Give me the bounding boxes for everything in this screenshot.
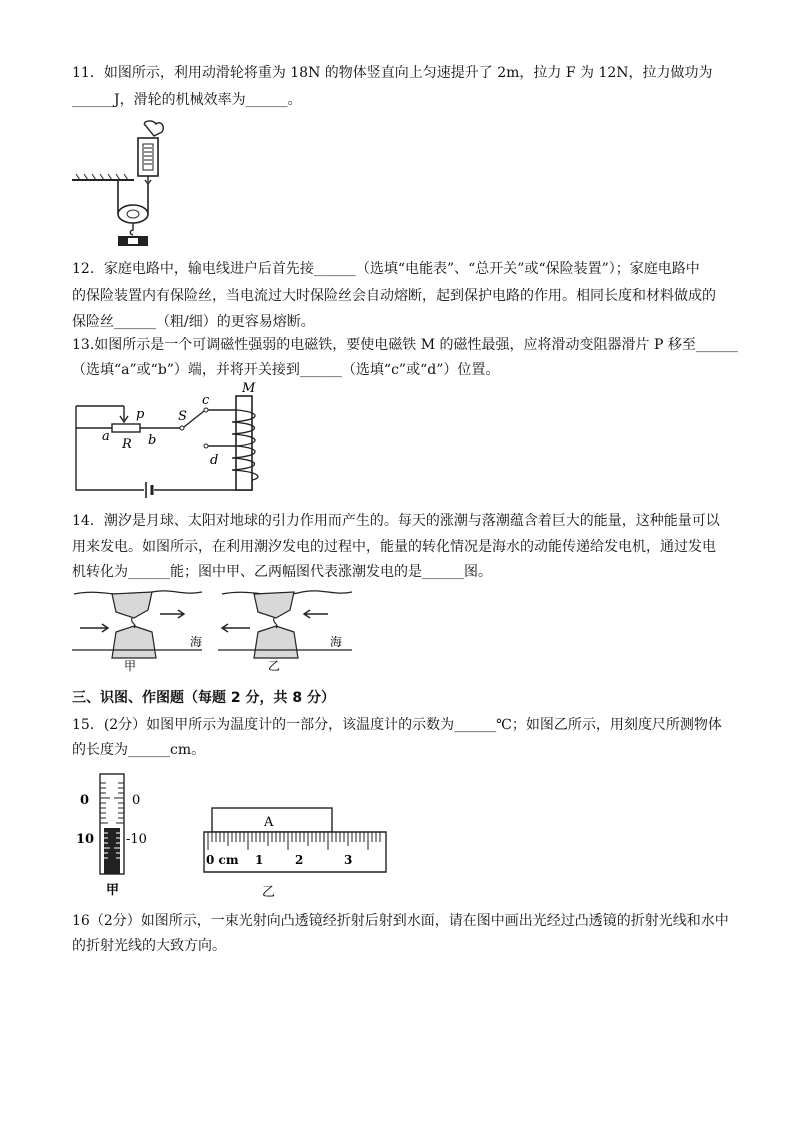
q13-text-line1: 13.如图所示是一个可调磁性强弱的电磁铁，要使电磁铁 M 的磁性最强，应将滑动变阻器滑片 P 移至______ xyxy=(72,337,738,353)
pulley xyxy=(118,205,148,223)
q14-text-line2: 用来发电。如图所示，在利用潮汐发电的过程中，能量的转化情况是海水的动能传递给发电机，通过发电 xyxy=(72,539,716,555)
label-M: M xyxy=(242,381,256,396)
ruler-tick-2: 2 xyxy=(295,853,304,867)
thermometer-figure xyxy=(76,770,156,900)
q15-text-line2: 的长度为______cm。 xyxy=(72,742,206,758)
caption-thermo: 甲 xyxy=(106,883,120,898)
rheostat xyxy=(112,424,140,432)
q12-text-line3: 保险丝______（粗/细）的更容易熔断。 xyxy=(72,314,315,330)
caption-ruler: 乙 xyxy=(262,885,276,900)
q11-text-line1: 11．如图所示，利用动滑轮将重为 18N 的物体竖直向上匀速提升了 2m，拉力 F 为 12N，拉力做功为 xyxy=(72,65,713,81)
q12-text-line1: 12．家庭电路中，输电线进户后首先接______（选填“电能表”、“总开关”或“保险装置”）；家庭电路中 xyxy=(72,261,700,277)
ruler-figure xyxy=(200,800,390,900)
q13-text-line2: （选填“a”或“b”）端，并将开关接到______（选填“c”或“d”）位置。 xyxy=(72,362,500,378)
q11-text-line2: ______J，滑轮的机械效率为______。 xyxy=(72,92,302,108)
label-a: a xyxy=(102,429,110,444)
thermo-left-0: 0 xyxy=(80,793,90,808)
q16-text-line1: 16（2分）如图所示，一束光射向凸透镜经折射后射到水面，请在图中画出光经过凸透镜的折射光线和水中 xyxy=(72,913,729,929)
label-S: S xyxy=(178,409,187,424)
thermo-right-neg10: -10 xyxy=(126,832,147,847)
ruler-tick-1: 1 xyxy=(255,853,264,867)
label-p: p xyxy=(136,407,145,422)
label-c: c xyxy=(202,393,210,408)
switch-blade xyxy=(184,411,204,427)
sea-label-jia: 海 xyxy=(190,635,203,649)
q16-text-line2: 的折射光线的大致方向。 xyxy=(72,938,226,954)
thermo-left-10: 10 xyxy=(76,832,95,847)
block-label: A xyxy=(264,815,274,830)
pulley-figure xyxy=(70,118,180,248)
tide-figure xyxy=(72,588,372,672)
q15-text-line1: 15．(2分）如图甲所示为温度计的一部分，该温度计的示数为______℃；如图乙所示，用刻度尺所测物体 xyxy=(72,717,722,733)
q12-text-line2: 的保险装置内有保险丝，当电流过大时保险丝会自动熔断，起到保护电路的作用。相同长度和材料做成的 xyxy=(72,288,716,304)
thermo-right-0: 0 xyxy=(132,793,141,808)
electromagnet-circuit-figure xyxy=(72,381,272,499)
q14-text-line1: 14．潮汐是月球、太阳对地球的引力作用而产生的。每天的涨潮与落潮蕴含着巨大的能量，这种能量可以 xyxy=(72,513,720,529)
label-b: b xyxy=(148,433,157,448)
switch-pivot xyxy=(180,426,184,430)
ruler-tick-0: 0 cm xyxy=(206,853,239,867)
caption-yi: 乙 xyxy=(268,659,281,673)
sea-label-yi: 海 xyxy=(330,635,343,649)
caption-jia: 甲 xyxy=(124,659,137,673)
q14-text-line3: 机转化为______能；图中甲、乙两幅图代表涨潮发电的是______图。 xyxy=(72,564,492,580)
label-d: d xyxy=(210,453,219,468)
tide-panel-jia xyxy=(72,591,202,658)
section-3-title: 三、识图、作图题（每题 2 分，共 8 分） xyxy=(72,690,335,706)
ruler-tick-3: 3 xyxy=(344,853,353,867)
hand-icon xyxy=(144,121,163,136)
label-R: R xyxy=(122,437,132,452)
thermometer-liquid xyxy=(104,828,120,874)
